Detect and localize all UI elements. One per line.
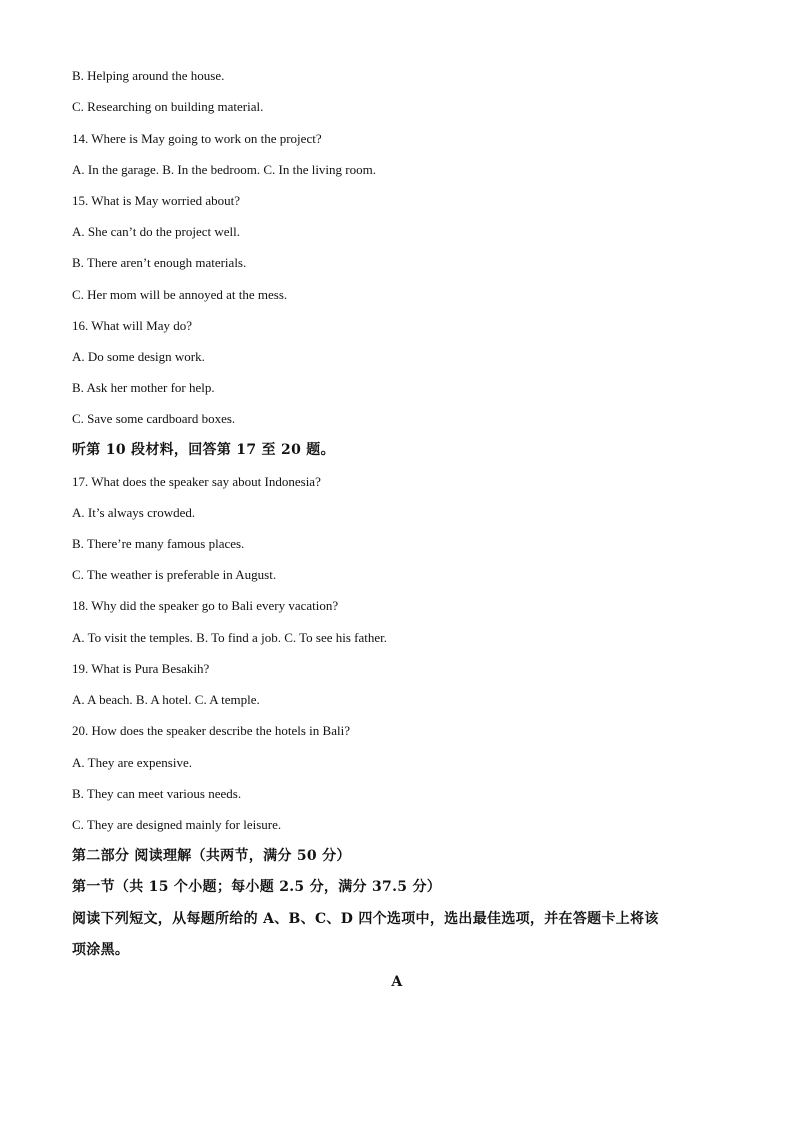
options-18: A. To visit the temples. B. To find a job. C. To see his father. — [72, 630, 388, 645]
option-15a: A. She can’t do the project well. — [72, 224, 240, 239]
option-17c: C. The weather is preferable in August. — [72, 567, 277, 582]
option-16b: B. Ask her mother for help. — [72, 380, 215, 395]
question-18: 18. Why did the speaker go to Bali every vacation? — [72, 598, 339, 613]
part-two-heading: 第二部分 阅读理解（共两节，满分 50 分） — [72, 848, 351, 864]
options-14: A. In the garage. B. In the bedroom. C. In the living room. — [72, 162, 376, 177]
option-17a: A. It’s always crowded. — [72, 505, 196, 520]
option-17b: B. There’re many famous places. — [72, 536, 245, 551]
reading-instruction-line2: 项涂黑。 — [72, 942, 130, 958]
option-13b: B. Helping around the house. — [72, 68, 225, 83]
question-14: 14. Where is May going to work on the project? — [72, 131, 322, 146]
question-20: 20. How does the speaker describe the hotels in Bali? — [72, 723, 350, 738]
section-one-heading: 第一节（共 15 个小题；每小题 2.5 分，满分 37.5 分） — [72, 879, 442, 895]
option-20b: B. They can meet various needs. — [72, 786, 242, 801]
question-16: 16. What will May do? — [72, 318, 192, 333]
question-19: 19. What is Pura Besakih? — [72, 661, 210, 676]
option-16c: C. Save some cardboard boxes. — [72, 411, 236, 426]
passage-label: A — [391, 974, 403, 990]
option-20c: C. They are designed mainly for leisure. — [72, 817, 282, 832]
options-19: A. A beach. B. A hotel. C. A temple. — [72, 692, 260, 707]
reading-instruction-line1: 阅读下列短文，从每题所给的 A、B、C、D 四个选项中，选出最佳选项，并在答题卡上将该 — [72, 911, 659, 927]
option-20a: A. They are expensive. — [72, 755, 192, 770]
option-16a: A. Do some design work. — [72, 349, 205, 364]
option-15b: B. There aren’t enough materials. — [72, 255, 247, 270]
option-13c: C. Researching on building material. — [72, 99, 264, 114]
option-15c: C. Her mom will be annoyed at the mess. — [72, 287, 288, 302]
section-instruction-10: 听第 10 段材料，回答第 17 至 20 题。 — [72, 442, 335, 458]
question-15: 15. What is May worried about? — [72, 193, 240, 208]
question-17: 17. What does the speaker say about Indonesia? — [72, 474, 321, 489]
